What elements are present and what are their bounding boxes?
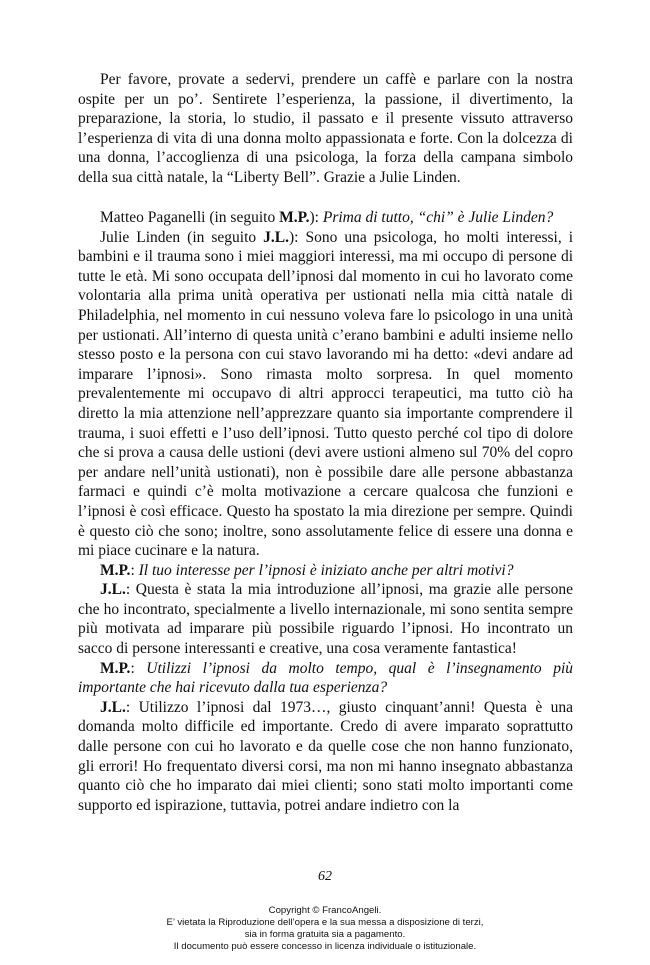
a3-text: Utilizzo l’ipnosi dal 1973…, giusto cinquant’anni! Questa è una domanda molto difficile ed importante. Credo di avere imparato soprattutto dalle persone con cui ho lavorato e da quelle cose che non hanno funzionato, gli errori! Ho frequentato diversi corsi, ma non mi hanno insegnato abbastanza quanto ciò che ho imparato dai miei clienti; sono stati molto importanti come supporto ed ispirazione, tuttavia, potrei andare indietro con la <box>78 698 573 814</box>
q1-text: Prima di tutto, “chi” è Julie Linden? <box>322 209 554 226</box>
interview-section <box>78 208 573 815</box>
copyright-line-3: sia in forma gratuita sia a pagamento. <box>244 929 406 940</box>
a1-abbr: J.L. <box>263 228 289 246</box>
q2-text: Il tuo interesse per l’ipnosi è iniziato anche per altri motivi? <box>138 561 514 579</box>
a3-abbr: J.L. <box>100 698 126 716</box>
question-3 <box>78 659 573 698</box>
intro-section <box>78 70 573 188</box>
copyright-line-2: E’ vietata la Riproduzione dell’opera e la sua messa a disposizione di terzi, <box>166 917 484 928</box>
a1-close: ): <box>289 228 306 246</box>
a1-text: Sono una psicologa, ho molti interessi, i bambini e il trauma sono i miei maggiori interessi, ma mi occupo di persone di tutte le età. Mi sono occupata dell’ipnosi dal momento in cui ho lavorato come volontaria alla prima unità operativa per ustionati nella mia città natale di Philadelphia, nel momento in cui nessuno voleva fare lo psicologo in una unità per ustionati. All’interno di questa unità c’erano bambini e adulti insieme nello stesso posto e la persona con cui stavo lavorando mi ha detto: «devi andare ad imparare l’ipnosi». Sono rimasta molto sorpresa. In quel momento prevalentemente mi occupavo di altri approcci terapeutici, ma tutto ciò ha diretto la mia attenzione nell’apprezzare quanto sia importante comprendere il trauma, i suoi effetti e l’uso dell’ipnosi. Tutto questo perché col tipo di dolore che si prova a causa delle ustioni (devi avere ustioni almeno sul 70% del copro per andare nell’unità ustionati), non è possibile dare alle persone abbastanza farmaci e quindi c’è molta motivazione a cercare qualcosa che funzioni e l’ipnosi è così efficace. Questo ha spostato la mia direzione per sempre. Quindi è questo ciò che sono; inoltre, sono assolutamente felice di essere una donna e mi piace cucinare e la natura. <box>78 228 574 560</box>
copyright-notice <box>0 905 650 953</box>
copyright-line-4: Il documento può essere concesso in licenza individuale o istituzionale. <box>173 941 477 952</box>
a2-abbr: J.L. <box>100 581 126 599</box>
q3-abbr: M.P. <box>100 659 131 677</box>
q3-text: Utilizzi l’ipnosi da molto tempo, qual è l’insegnamento più importante che hai ricevuto dalla tua esperienza? <box>78 659 573 697</box>
q1-close: ): <box>309 209 323 226</box>
a3-sep: : <box>125 698 139 716</box>
a2-text: Questa è stata la mia introduzione all’ipnosi, ma grazie alle persone che ho incontrato, specialmente a livello internazionale, mi sono sentita sempre più motivata ad imparare più possibile riguardo l’ipnosi. Ho incontrato un sacco di persone interessanti e creative, una cosa veramente fantastica! <box>78 581 574 658</box>
q1-speaker: Matteo Paganelli (in seguito <box>100 209 280 226</box>
question-1 <box>78 208 573 228</box>
answer-3 <box>78 698 573 816</box>
intro-paragraph: Per favore, provate a sedervi, prendere un caffè e parlare con la nostra ospite per un po’. Sentirete l’esperienza, la passione, il divertimento, la preparazione, la storia, lo studio, il passato e il presente vissuto attraverso l’esperienza di vita di una donna molto appassionata e forte. Con la dolcezza di una donna, l’accoglienza di una psicologa, la forza della campana simbolo della sua città natale, la “Liberty Bell”. Grazie a Julie Linden. <box>78 71 573 186</box>
copyright-line-1: Copyright © FrancoAngeli. <box>268 905 382 916</box>
page-number: 62 <box>318 869 332 884</box>
q1-abbr: M.P. <box>279 209 310 226</box>
q2-abbr: M.P. <box>100 561 131 579</box>
answer-2 <box>78 580 573 658</box>
q3-sep: : <box>130 659 147 677</box>
q2-sep: : <box>130 561 139 579</box>
question-2 <box>78 561 573 581</box>
a1-speaker: Julie Linden (in seguito <box>100 228 264 246</box>
answer-1 <box>78 228 573 561</box>
a2-sep: : <box>125 581 136 599</box>
